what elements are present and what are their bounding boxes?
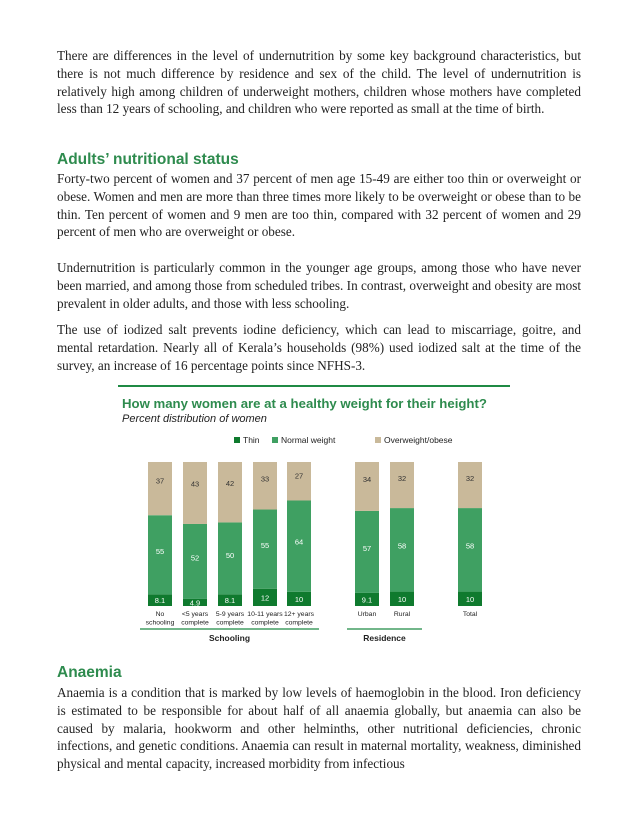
bar-label-6-0: 10 [397, 594, 407, 604]
bar-label-6-2: 32 [397, 474, 407, 484]
group-label-1: Residence [363, 633, 406, 643]
bar-5-2 [355, 462, 379, 511]
bar-1-2 [183, 462, 207, 524]
category-label-4-1: complete [285, 619, 313, 627]
category-label-0-0: No [155, 611, 165, 618]
intro-paragraph: There are differences in the level of undernutrition by some key background characteristics, but there is not much difference by residence and sex of the child. The level of undernutrition is relatively high among children of underweight mothers, children whose mothers have completed less than 12 years of schooling, and children who were reported as small at the time of birth. [57, 48, 581, 117]
bar-label-2-2: 42 [225, 479, 235, 489]
undernutrition-paragraph: Undernutrition is particularly common in the younger age groups, among those who have never been married, and among those from scheduled tribes. In contrast, overweight and obesity are most prevalent in older adults, and those with less schooling. [57, 260, 581, 311]
legend-label-0: Thin [243, 435, 260, 445]
category-label-1-1: complete [181, 619, 209, 627]
category-label-7-0: Total [462, 611, 478, 618]
bar-label-7-1: 58 [465, 541, 475, 551]
bar-label-1-1: 52 [190, 553, 200, 563]
bar-label-5-1: 57 [362, 543, 372, 553]
bar-label-0-0: 8.1 [154, 596, 166, 606]
bar-label-3-1: 55 [260, 541, 270, 551]
bar-label-2-1: 50 [225, 550, 235, 560]
bar-label-1-2: 43 [190, 479, 200, 489]
anaemia-paragraph: Anaemia is a condition that is marked by low levels of haemoglobin in the blood. Iron deficiency is estimated to be responsible for about half of all anaemia globally, but anaemia can also be caused by malaria, hookworm and other helminths, other nutritional deficiencies, chronic infections, and genetic conditions. Anaemia can result in maternal mortality, weakness, diminished physical and mental capacity, increased morbidity from infectious [57, 685, 581, 772]
legend-label-1: Normal weight [281, 435, 336, 445]
legend-swatch-0 [234, 437, 240, 443]
category-label-4-0: 12+ years [283, 611, 315, 618]
bar-4-2 [287, 462, 311, 500]
category-label-5-0: Urban [357, 611, 377, 618]
anaemia-heading: Anaemia [57, 664, 122, 681]
bar-label-6-1: 58 [397, 541, 407, 551]
weight-chart [118, 385, 518, 647]
chart-subtitle: Percent distribution of women [122, 413, 267, 425]
category-label-3-1: complete [251, 619, 279, 627]
bar-7-2 [458, 462, 482, 508]
group-label-0: Schooling [208, 633, 251, 643]
category-label-2-1: complete [216, 619, 244, 627]
category-label-2-0: 5-9 years [215, 611, 245, 618]
bar-0-2 [148, 462, 172, 515]
bar-6-2 [390, 462, 414, 508]
chart-title: How many women are at a healthy weight for their height? [122, 396, 487, 411]
chart-plot [118, 385, 518, 647]
category-label-0-1: schooling [145, 619, 175, 627]
legend-label-2: Overweight/obese [384, 435, 453, 445]
bar-label-7-2: 32 [465, 474, 475, 484]
bar-label-4-2: 27 [294, 471, 304, 481]
bar-label-4-1: 64 [294, 537, 304, 547]
bar-2-2 [218, 462, 242, 522]
bar-label-7-0: 10 [465, 594, 475, 604]
bar-label-2-0: 8.1 [224, 596, 236, 606]
bar-label-5-0: 9.1 [361, 595, 373, 605]
bar-label-0-1: 55 [155, 546, 165, 556]
bar-label-5-2: 34 [362, 475, 372, 485]
bar-label-3-2: 33 [260, 474, 270, 484]
bar-label-0-2: 37 [155, 476, 165, 486]
legend-swatch-1 [272, 437, 278, 443]
bar-label-3-0: 12 [260, 593, 270, 603]
bar-3-2 [253, 462, 277, 510]
iodized-salt-paragraph: The use of iodized salt prevents iodine deficiency, which can lead to miscarriage, goitre, and mental retardation. Nearly all of Kerala’s households (98%) used iodized salt at the time of the survey, an increase of 16 percentage points since NFHS-3. [57, 322, 581, 373]
adults-paragraph: Forty-two percent of women and 37 percent of men age 15-49 are either too thin or overweight or obese. Women and men are more than three times more likely to be overweight or obese than to be thin. Ten percent of women and 9 men are too thin, compared with 32 percent of women and 29 percent of men who are overweight or obese. [57, 171, 581, 240]
category-label-6-0: Rural [393, 611, 411, 618]
adults-heading: Adults’ nutritional status [57, 151, 239, 168]
bar-label-4-0: 10 [294, 594, 304, 604]
category-label-3-0: 10-11 years [247, 611, 283, 618]
category-label-1-0: <5 years [181, 611, 209, 618]
bar-label-1-0: 4.9 [189, 598, 201, 608]
legend-swatch-2 [375, 437, 381, 443]
